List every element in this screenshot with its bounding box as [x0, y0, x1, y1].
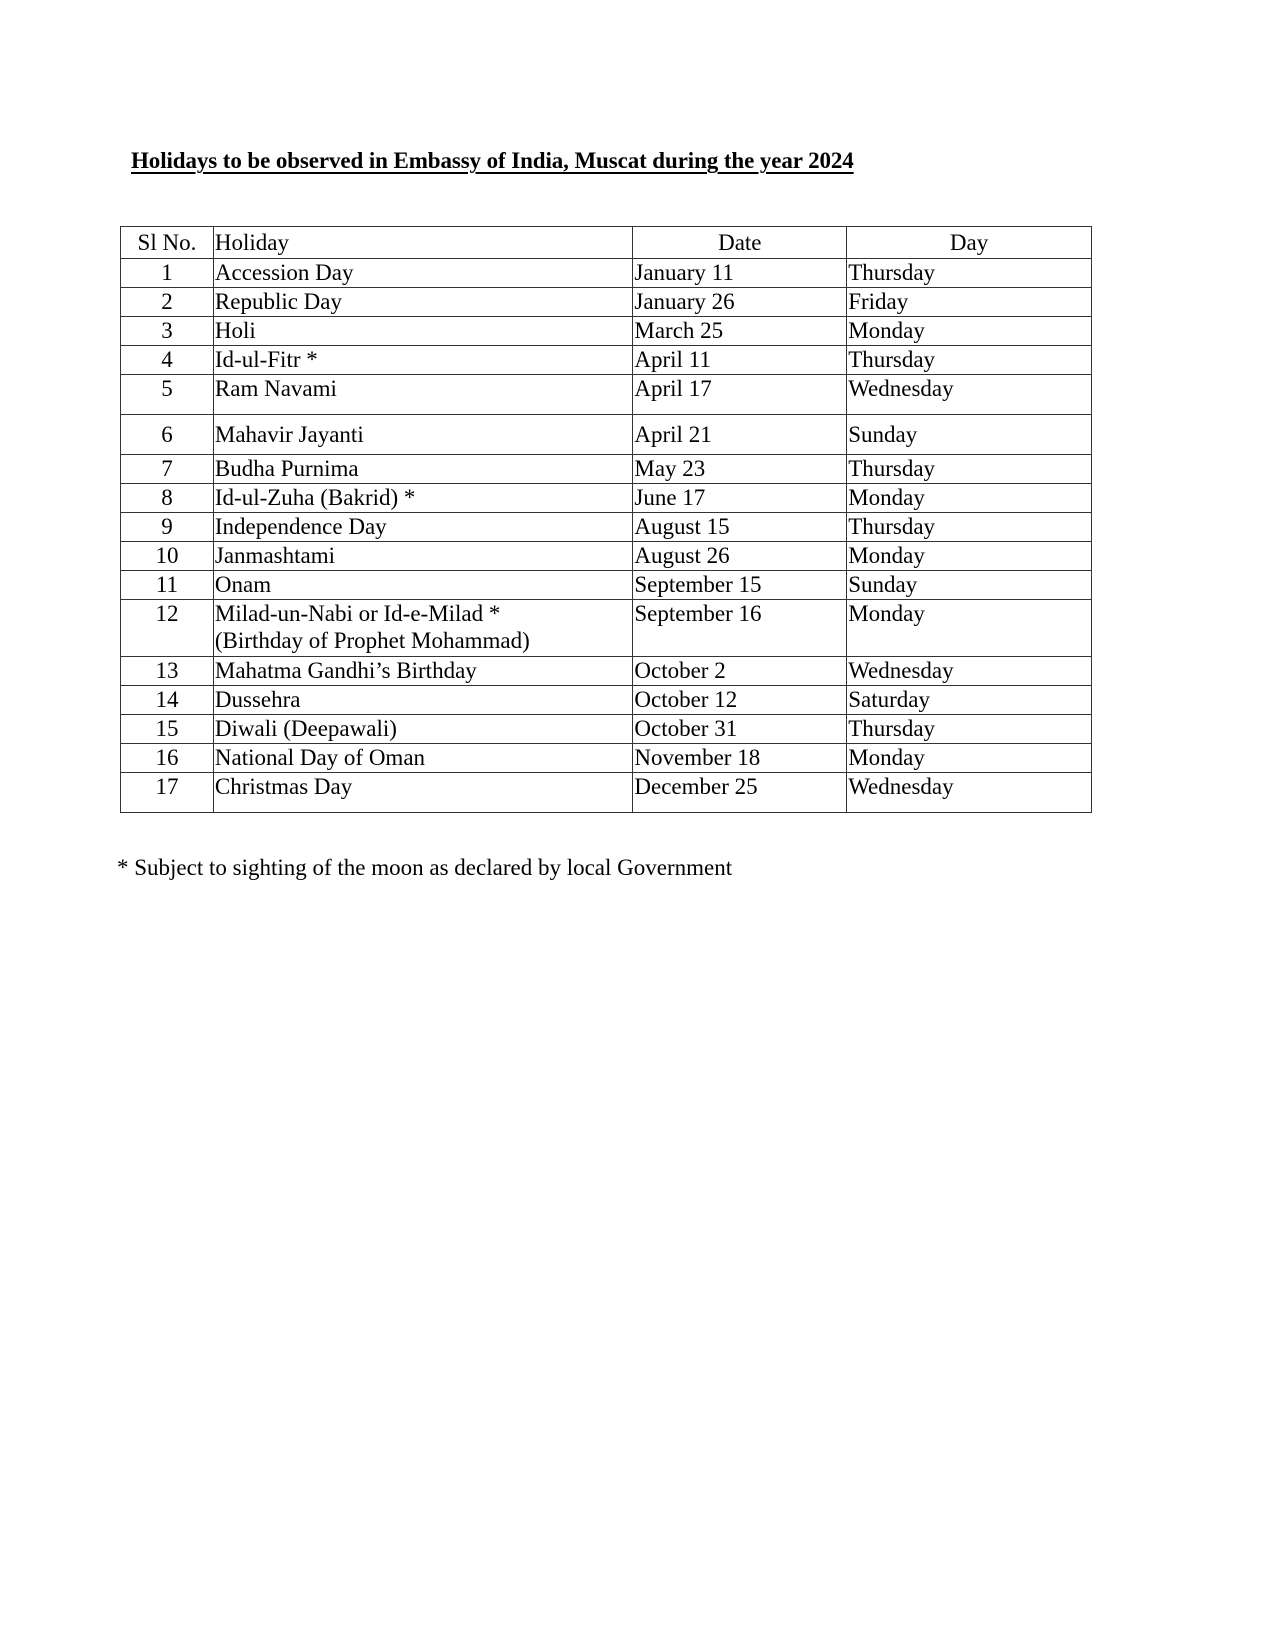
cell-date: November 18 — [633, 744, 847, 773]
cell-day: Sunday — [847, 571, 1092, 600]
table-row — [121, 773, 1092, 813]
cell-sl-no: 12 — [121, 600, 214, 657]
table-row — [121, 484, 1092, 513]
cell-holiday: Ram Navami — [213, 375, 633, 415]
cell-date: January 11 — [633, 259, 847, 288]
cell-date: September 15 — [633, 571, 847, 600]
cell-holiday: Mahatma Gandhi’s Birthday — [213, 657, 633, 686]
cell-day: Thursday — [847, 455, 1092, 484]
cell-day: Thursday — [847, 715, 1092, 744]
table-row — [121, 415, 1092, 455]
cell-holiday: Accession Day — [213, 259, 633, 288]
cell-holiday: Independence Day — [213, 513, 633, 542]
table-row — [121, 513, 1092, 542]
cell-holiday: Holi — [213, 317, 633, 346]
cell-holiday: Diwali (Deepawali) — [213, 715, 633, 744]
cell-date: October 31 — [633, 715, 847, 744]
table-row — [121, 542, 1092, 571]
cell-holiday: Christmas Day — [213, 773, 633, 813]
cell-day: Thursday — [847, 513, 1092, 542]
holiday-line-1: Milad-un-Nabi or Id-e-Milad * — [214, 601, 501, 626]
cell-date: May 23 — [633, 455, 847, 484]
cell-date: April 17 — [633, 375, 847, 415]
holiday-line-2: (Birthday of Prophet Mohammad) — [214, 628, 530, 653]
cell-date: September 16 — [633, 600, 847, 657]
cell-date: April 11 — [633, 346, 847, 375]
cell-day: Monday — [847, 542, 1092, 571]
table-row — [121, 600, 1092, 657]
cell-holiday: Id-ul-Fitr * — [213, 346, 633, 375]
table-row — [121, 259, 1092, 288]
cell-day: Monday — [847, 600, 1092, 657]
cell-day: Wednesday — [847, 773, 1092, 813]
cell-day: Wednesday — [847, 375, 1092, 415]
cell-holiday: Republic Day — [213, 288, 633, 317]
cell-holiday: Id-ul-Zuha (Bakrid) * — [213, 484, 633, 513]
table-row — [121, 455, 1092, 484]
cell-holiday: Mahavir Jayanti — [213, 415, 633, 455]
cell-sl-no: 4 — [121, 346, 214, 375]
holidays-table — [120, 226, 1092, 813]
cell-day: Sunday — [847, 415, 1092, 455]
table-row — [121, 657, 1092, 686]
cell-date: August 15 — [633, 513, 847, 542]
cell-sl-no: 14 — [121, 686, 214, 715]
cell-sl-no: 7 — [121, 455, 214, 484]
cell-day: Wednesday — [847, 657, 1092, 686]
cell-sl-no: 13 — [121, 657, 214, 686]
cell-holiday: National Day of Oman — [213, 744, 633, 773]
cell-sl-no: 3 — [121, 317, 214, 346]
cell-day: Monday — [847, 484, 1092, 513]
cell-sl-no: 10 — [121, 542, 214, 571]
cell-day: Monday — [847, 317, 1092, 346]
table-row — [121, 288, 1092, 317]
cell-sl-no: 2 — [121, 288, 214, 317]
header-sl-no: Sl No. — [121, 227, 214, 259]
cell-sl-no: 9 — [121, 513, 214, 542]
table-row — [121, 571, 1092, 600]
cell-sl-no: 5 — [121, 375, 214, 415]
table-row — [121, 375, 1092, 415]
cell-sl-no: 8 — [121, 484, 214, 513]
table-row — [121, 744, 1092, 773]
cell-date: April 21 — [633, 415, 847, 455]
cell-day: Friday — [847, 288, 1092, 317]
cell-date: December 25 — [633, 773, 847, 813]
cell-day: Thursday — [847, 259, 1092, 288]
cell-day: Thursday — [847, 346, 1092, 375]
cell-sl-no: 6 — [121, 415, 214, 455]
cell-sl-no: 16 — [121, 744, 214, 773]
header-day: Day — [847, 227, 1092, 259]
header-holiday: Holiday — [213, 227, 633, 259]
table-row — [121, 346, 1092, 375]
cell-sl-no: 1 — [121, 259, 214, 288]
cell-sl-no: 11 — [121, 571, 214, 600]
table-row — [121, 686, 1092, 715]
cell-date: August 26 — [633, 542, 847, 571]
cell-day: Monday — [847, 744, 1092, 773]
cell-holiday: Onam — [213, 571, 633, 600]
cell-holiday: Dussehra — [213, 686, 633, 715]
cell-sl-no: 15 — [121, 715, 214, 744]
cell-holiday — [213, 600, 633, 657]
document-title: Holidays to be observed in Embassy of India, Muscat during the year 2024 — [131, 148, 854, 173]
cell-date: March 25 — [633, 317, 847, 346]
cell-date: October 12 — [633, 686, 847, 715]
table-row — [121, 715, 1092, 744]
cell-date: June 17 — [633, 484, 847, 513]
table-header-row — [121, 227, 1092, 259]
cell-date: October 2 — [633, 657, 847, 686]
footnote: * Subject to sighting of the moon as declared by local Government — [117, 855, 733, 880]
cell-date: January 26 — [633, 288, 847, 317]
cell-day: Saturday — [847, 686, 1092, 715]
table-row — [121, 317, 1092, 346]
cell-sl-no: 17 — [121, 773, 214, 813]
cell-holiday: Janmashtami — [213, 542, 633, 571]
cell-holiday: Budha Purnima — [213, 455, 633, 484]
header-date: Date — [633, 227, 847, 259]
